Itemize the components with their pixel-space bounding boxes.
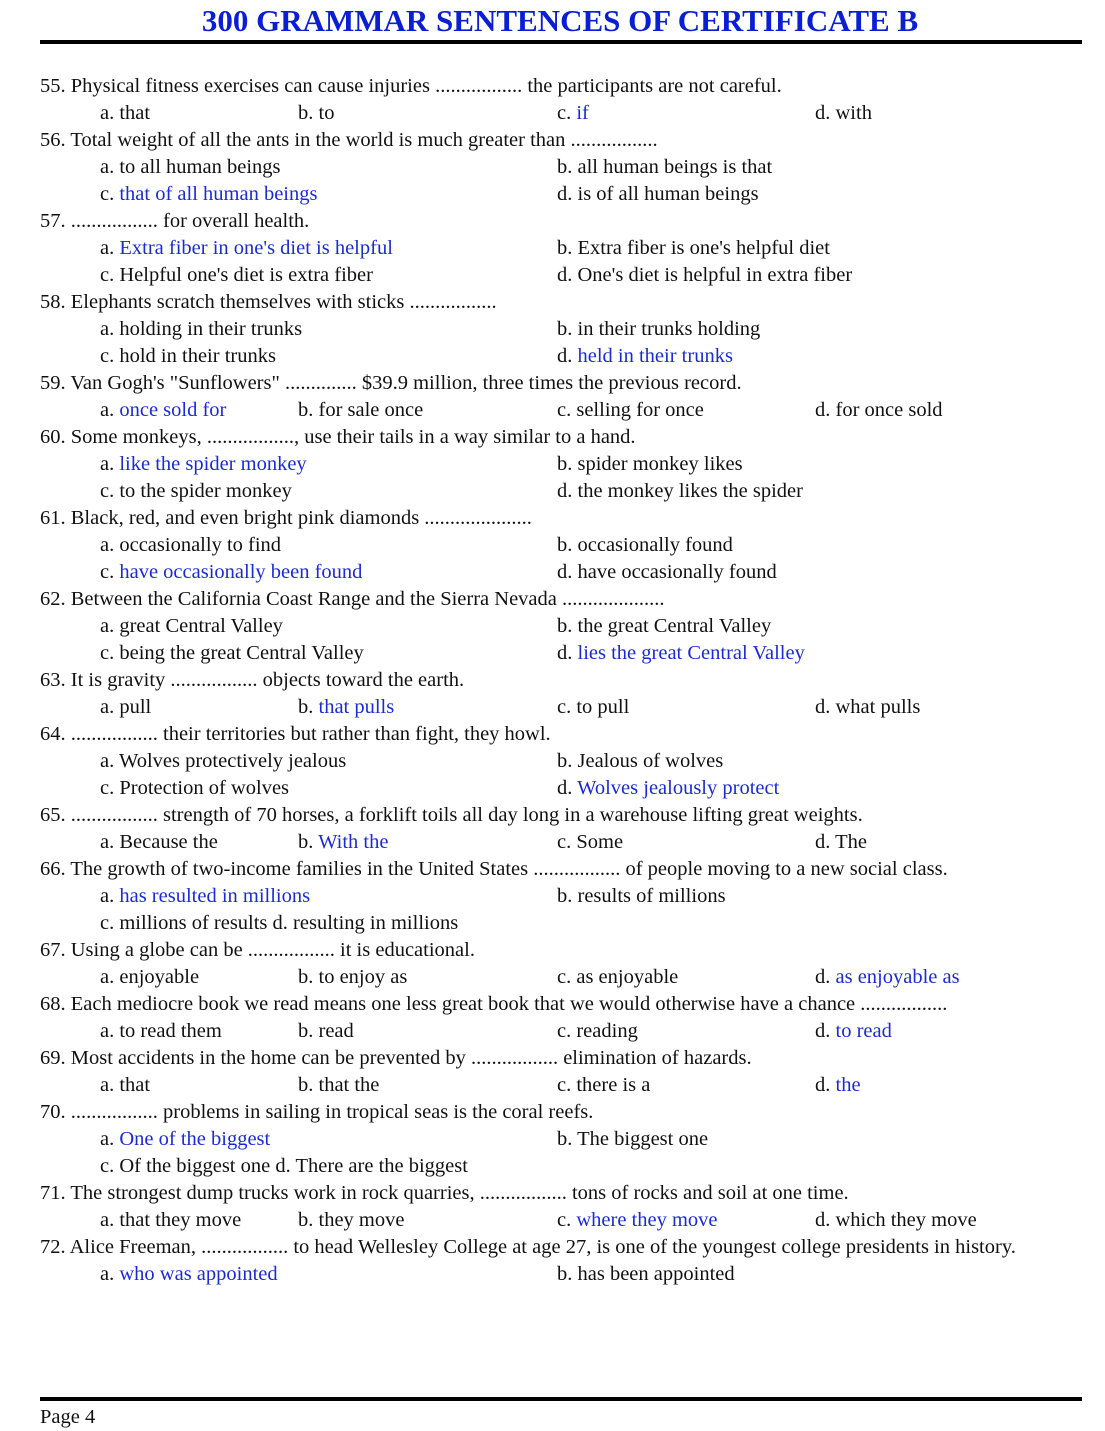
option-letter: b. — [557, 615, 573, 637]
option-text: There are the biggest — [295, 1155, 468, 1177]
option-a — [100, 1207, 241, 1234]
option-row — [40, 694, 1080, 721]
correct-answer-text: to read — [835, 1020, 892, 1042]
option-letter: b. — [557, 750, 573, 772]
option-c — [557, 1072, 650, 1099]
option-inline-group — [100, 910, 458, 937]
correct-answer-text: has resulted in millions — [119, 885, 311, 907]
option-b — [557, 1261, 735, 1288]
question-item — [40, 73, 1080, 127]
option-row — [40, 910, 1080, 937]
option-letter: a. — [100, 966, 115, 988]
option-letter: a. — [100, 885, 115, 907]
question-stem: 58. Elephants scratch themselves with sticks ................. — [40, 291, 497, 313]
option-text: has been appointed — [577, 1263, 735, 1285]
option-row — [40, 748, 1080, 775]
option-letter: c. — [100, 561, 115, 583]
option-letter: d. — [815, 966, 831, 988]
option-letter: d. — [815, 1074, 831, 1096]
option-text: the great Central Valley — [577, 615, 772, 637]
option-letter: a. — [100, 237, 115, 259]
option-b — [298, 964, 407, 991]
option-letter: b. — [298, 1020, 314, 1042]
option-b — [557, 1126, 708, 1153]
option-letter: c. — [100, 912, 115, 934]
option-row — [40, 532, 1080, 559]
question-list — [40, 73, 1080, 1288]
option-d — [557, 343, 733, 370]
option-d — [815, 694, 920, 721]
question-stem: 63. It is gravity ................. objects toward the earth. — [40, 669, 465, 691]
option-letter: b. — [557, 1263, 573, 1285]
correct-answer-text: that pulls — [318, 696, 395, 718]
option-d — [815, 1072, 861, 1099]
option-text: as enjoyable — [576, 966, 679, 988]
option-text: pull — [119, 696, 152, 718]
question-item — [40, 424, 1080, 505]
option-a — [100, 100, 150, 127]
option-b — [298, 829, 388, 856]
correct-answer-text: One of the biggest — [119, 1128, 271, 1150]
option-text: there is a — [576, 1074, 651, 1096]
option-c — [100, 262, 373, 289]
option-row — [40, 1072, 1080, 1099]
option-row — [40, 316, 1080, 343]
option-c — [100, 478, 292, 505]
option-a — [100, 1126, 270, 1153]
option-text: read — [318, 1020, 354, 1042]
option-text: that the — [318, 1074, 380, 1096]
option-c — [557, 1018, 638, 1045]
option-letter: c. — [557, 966, 572, 988]
question-item — [40, 1099, 1080, 1180]
option-letter: d. — [815, 1209, 831, 1231]
option-c — [100, 640, 364, 667]
option-text: reading — [576, 1020, 638, 1042]
option-text: that — [119, 1074, 151, 1096]
option-row — [40, 1018, 1080, 1045]
question-stem: 69. Most accidents in the home can be prevented by ................. elimination of hazards. — [40, 1047, 752, 1069]
option-a — [100, 316, 302, 343]
option-text: to read them — [119, 1020, 222, 1042]
option-a — [100, 613, 283, 640]
correct-answer-text: With the — [318, 831, 389, 853]
option-letter: a. — [100, 399, 115, 421]
question-stem: 72. Alice Freeman, ................. to head Wellesley College at age 27, is one of the youngest college presidents in history. — [40, 1236, 1016, 1258]
question-stem: 71. The strongest dump trucks work in rock quarries, ................. tons of rocks and soil at one time. — [40, 1182, 849, 1204]
option-d — [557, 181, 759, 208]
option-letter: a. — [100, 318, 115, 340]
option-letter: d. — [815, 399, 831, 421]
question-item — [40, 370, 1080, 424]
question-item — [40, 289, 1080, 370]
option-text: with — [835, 102, 872, 124]
option-c — [100, 775, 289, 802]
question-item — [40, 1234, 1080, 1288]
option-a — [100, 883, 310, 910]
option-row — [40, 1261, 1080, 1288]
option-letter: c. — [100, 183, 115, 205]
option-text: to enjoy as — [318, 966, 408, 988]
option-row — [40, 154, 1080, 181]
option-text: The — [835, 831, 868, 853]
option-a — [100, 1018, 222, 1045]
option-a — [100, 532, 281, 559]
question-item — [40, 208, 1080, 289]
option-b — [298, 694, 394, 721]
option-letter: a. — [100, 453, 115, 475]
option-letter: d. — [557, 345, 573, 367]
option-b — [298, 397, 423, 424]
option-letter: b. — [557, 156, 573, 178]
option-c — [100, 343, 276, 370]
option-b — [298, 100, 334, 127]
option-row — [40, 829, 1080, 856]
option-inline-group — [100, 1153, 468, 1180]
option-text: One's diet is helpful in extra fiber — [577, 264, 853, 286]
option-letter: b. — [557, 453, 573, 475]
correct-answer-text: where they move — [576, 1209, 718, 1231]
question-item — [40, 586, 1080, 667]
option-letter: b. — [557, 237, 573, 259]
option-text: spider monkey likes — [577, 453, 743, 475]
correct-answer-text: as enjoyable as — [835, 966, 960, 988]
option-a — [100, 451, 307, 478]
question-item — [40, 856, 1080, 937]
option-letter: a. — [100, 1128, 115, 1150]
option-text: Protection of wolves — [119, 777, 290, 799]
question-stem: 62. Between the California Coast Range and the Sierra Nevada .................... — [40, 588, 665, 610]
question-stem: 70. ................. problems in sailing in tropical seas is the coral reefs. — [40, 1101, 594, 1123]
option-text: to pull — [576, 696, 630, 718]
option-text: The biggest one — [577, 1128, 709, 1150]
option-letter: c. — [557, 102, 572, 124]
option-letter: d. — [557, 777, 573, 799]
option-letter: a. — [100, 534, 115, 556]
option-a — [100, 748, 346, 775]
option-text: Wolves protectively jealous — [119, 750, 347, 772]
correct-answer-text: once sold for — [119, 399, 227, 421]
option-row — [40, 1126, 1080, 1153]
option-text: in their trunks holding — [577, 318, 761, 340]
option-text: that they move — [119, 1209, 242, 1231]
option-text: millions of results — [119, 912, 268, 934]
option-letter: c. — [557, 1020, 572, 1042]
option-letter: b. — [298, 696, 314, 718]
option-c — [100, 1155, 270, 1177]
option-text: great Central Valley — [119, 615, 283, 637]
option-letter: c. — [100, 480, 115, 502]
option-letter: a. — [100, 1020, 115, 1042]
option-letter: c. — [557, 1209, 572, 1231]
option-d — [275, 1155, 468, 1177]
option-text: Of the biggest one — [119, 1155, 271, 1177]
option-c — [100, 912, 267, 934]
question-stem: 65. ................. strength of 70 horses, a forklift toils all day long in a warehouse lifting great weights. — [40, 804, 863, 826]
option-row — [40, 1153, 1080, 1180]
option-a — [100, 235, 393, 262]
option-b — [557, 748, 723, 775]
option-row — [40, 775, 1080, 802]
option-letter: b. — [298, 831, 314, 853]
correct-answer-text: held in their trunks — [577, 345, 733, 367]
option-letter: a. — [100, 1074, 115, 1096]
option-text: the monkey likes the spider — [577, 480, 803, 502]
option-row — [40, 235, 1080, 262]
option-letter: c. — [557, 1074, 572, 1096]
option-c — [557, 100, 589, 127]
option-row — [40, 451, 1080, 478]
correct-answer-text: lies the great Central Valley — [577, 642, 805, 664]
option-b — [557, 883, 726, 910]
question-item — [40, 127, 1080, 208]
option-row — [40, 100, 1080, 127]
option-text: to the spider monkey — [119, 480, 292, 502]
correct-answer-text: who was appointed — [119, 1263, 278, 1285]
option-a — [100, 154, 281, 181]
option-d — [815, 397, 943, 424]
option-row — [40, 397, 1080, 424]
option-b — [557, 154, 772, 181]
option-d — [557, 640, 805, 667]
question-item — [40, 721, 1080, 802]
option-text: for sale once — [318, 399, 424, 421]
option-letter: b. — [557, 318, 573, 340]
option-c — [557, 964, 678, 991]
option-text: being the great Central Valley — [119, 642, 364, 664]
option-row — [40, 559, 1080, 586]
option-letter: c. — [100, 264, 115, 286]
option-text: to — [318, 102, 335, 124]
question-stem: 61. Black, red, and even bright pink diamonds ..................... — [40, 507, 532, 529]
option-b — [557, 613, 771, 640]
correct-answer-text: Extra fiber in one's diet is helpful — [119, 237, 393, 259]
option-row — [40, 613, 1080, 640]
option-letter: c. — [100, 1155, 115, 1177]
option-row — [40, 478, 1080, 505]
option-row — [40, 1207, 1080, 1234]
option-d — [273, 912, 459, 934]
option-letter: c. — [100, 345, 115, 367]
option-text: that — [119, 102, 151, 124]
option-letter: c. — [557, 831, 572, 853]
question-stem: 68. Each mediocre book we read means one less great book that we would otherwise have a chance ................. — [40, 993, 948, 1015]
option-letter: a. — [100, 102, 115, 124]
option-text: enjoyable — [119, 966, 200, 988]
option-letter: a. — [100, 615, 115, 637]
option-letter: d. — [557, 561, 573, 583]
option-text: all human beings is that — [577, 156, 773, 178]
option-d — [815, 100, 872, 127]
option-text: Extra fiber is one's helpful diet — [577, 237, 830, 259]
option-b — [557, 235, 830, 262]
question-item — [40, 991, 1080, 1045]
header-rule — [40, 40, 1082, 44]
option-row — [40, 343, 1080, 370]
option-d — [815, 964, 960, 991]
option-letter: d. — [815, 696, 831, 718]
option-letter: d. — [815, 831, 831, 853]
correct-answer-text: the — [835, 1074, 861, 1096]
option-letter: c. — [557, 399, 572, 421]
option-c — [557, 397, 704, 424]
option-text: have occasionally found — [577, 561, 777, 583]
page-title: 300 GRAMMAR SENTENCES OF CERTIFICATE B — [201, 3, 919, 38]
option-letter: a. — [100, 156, 115, 178]
option-letter: a. — [100, 696, 115, 718]
option-b — [298, 1207, 404, 1234]
option-letter: c. — [100, 777, 115, 799]
option-letter: b. — [557, 885, 573, 907]
option-a — [100, 397, 226, 424]
option-row — [40, 883, 1080, 910]
option-b — [557, 451, 743, 478]
option-text: Helpful one's diet is extra fiber — [119, 264, 373, 286]
option-letter: a. — [100, 1209, 115, 1231]
option-text: Some — [576, 831, 624, 853]
option-letter: d. — [557, 183, 573, 205]
question-item — [40, 1045, 1080, 1099]
question-item — [40, 937, 1080, 991]
option-d — [557, 262, 852, 289]
option-text: Jealous of wolves — [577, 750, 724, 772]
option-text: is of all human beings — [577, 183, 759, 205]
question-stem: 55. Physical fitness exercises can cause injuries ................. the participants are not careful. — [40, 75, 782, 97]
option-text: occasionally to find — [119, 534, 282, 556]
option-letter: b. — [557, 1128, 573, 1150]
question-stem: 66. The growth of two-income families in the United States ................. of people moving to a new social class. — [40, 858, 948, 880]
option-b — [298, 1072, 379, 1099]
option-letter: b. — [298, 1074, 314, 1096]
option-d — [815, 829, 867, 856]
option-letter: d. — [557, 480, 573, 502]
option-text: what pulls — [835, 696, 921, 718]
option-letter: d. — [815, 1020, 831, 1042]
option-a — [100, 1261, 278, 1288]
option-text: Because the — [119, 831, 218, 853]
option-d — [815, 1018, 892, 1045]
option-letter: a. — [100, 1263, 115, 1285]
option-text: to all human beings — [119, 156, 281, 178]
footer-rule — [40, 1397, 1082, 1401]
option-letter: b. — [298, 1209, 314, 1231]
option-c — [557, 694, 629, 721]
option-c — [100, 181, 317, 208]
option-letter: b. — [557, 534, 573, 556]
option-b — [298, 1018, 354, 1045]
option-c — [557, 829, 623, 856]
option-b — [557, 316, 760, 343]
option-text: for once sold — [835, 399, 943, 421]
option-d — [557, 775, 779, 802]
question-stem: 64. ................. their territories but rather than fight, they howl. — [40, 723, 551, 745]
option-text: which they move — [835, 1209, 977, 1231]
option-row — [40, 640, 1080, 667]
correct-answer-text: like the spider monkey — [119, 453, 307, 475]
option-b — [557, 532, 733, 559]
option-text: resulting in millions — [293, 912, 459, 934]
option-letter: b. — [298, 102, 314, 124]
option-letter: b. — [298, 966, 314, 988]
question-item — [40, 802, 1080, 856]
option-text: results of millions — [577, 885, 726, 907]
option-a — [100, 829, 218, 856]
question-item — [40, 505, 1080, 586]
question-stem: 56. Total weight of all the ants in the world is much greater than ................. — [40, 129, 658, 151]
option-letter: a. — [100, 750, 115, 772]
correct-answer-text: that of all human beings — [119, 183, 318, 205]
option-letter: d. — [557, 642, 573, 664]
question-stem: 60. Some monkeys, ................., use their tails in a way similar to a hand. — [40, 426, 636, 448]
correct-answer-text: if — [576, 102, 589, 124]
option-a — [100, 694, 151, 721]
option-letter: d. — [557, 264, 573, 286]
correct-answer-text: Wolves jealously protect — [577, 777, 780, 799]
question-item — [40, 1180, 1080, 1234]
option-letter: d. — [275, 1155, 291, 1177]
option-a — [100, 1072, 150, 1099]
option-letter: c. — [557, 696, 572, 718]
option-letter: d. — [272, 912, 288, 934]
option-row — [40, 262, 1080, 289]
option-d — [557, 478, 803, 505]
option-letter: d. — [815, 102, 831, 124]
option-letter: a. — [100, 831, 115, 853]
option-row — [40, 181, 1080, 208]
option-text: they move — [318, 1209, 405, 1231]
option-letter: b. — [298, 399, 314, 421]
question-stem: 59. Van Gogh's "Sunflowers" .............. $39.9 million, three times the previous record. — [40, 372, 742, 394]
option-d — [815, 1207, 977, 1234]
option-text: selling for once — [576, 399, 704, 421]
option-c — [557, 1207, 718, 1234]
option-a — [100, 964, 199, 991]
option-text: holding in their trunks — [119, 318, 303, 340]
correct-answer-text: have occasionally been found — [119, 561, 363, 583]
question-item — [40, 667, 1080, 721]
option-text: occasionally found — [577, 534, 733, 556]
option-letter: c. — [100, 642, 115, 664]
page-number: Page 4 — [40, 1406, 96, 1428]
option-text: hold in their trunks — [119, 345, 276, 367]
question-stem: 57. ................. for overall health. — [40, 210, 310, 232]
option-c — [100, 559, 362, 586]
option-row — [40, 964, 1080, 991]
question-stem: 67. Using a globe can be ................. it is educational. — [40, 939, 475, 961]
option-d — [557, 559, 777, 586]
